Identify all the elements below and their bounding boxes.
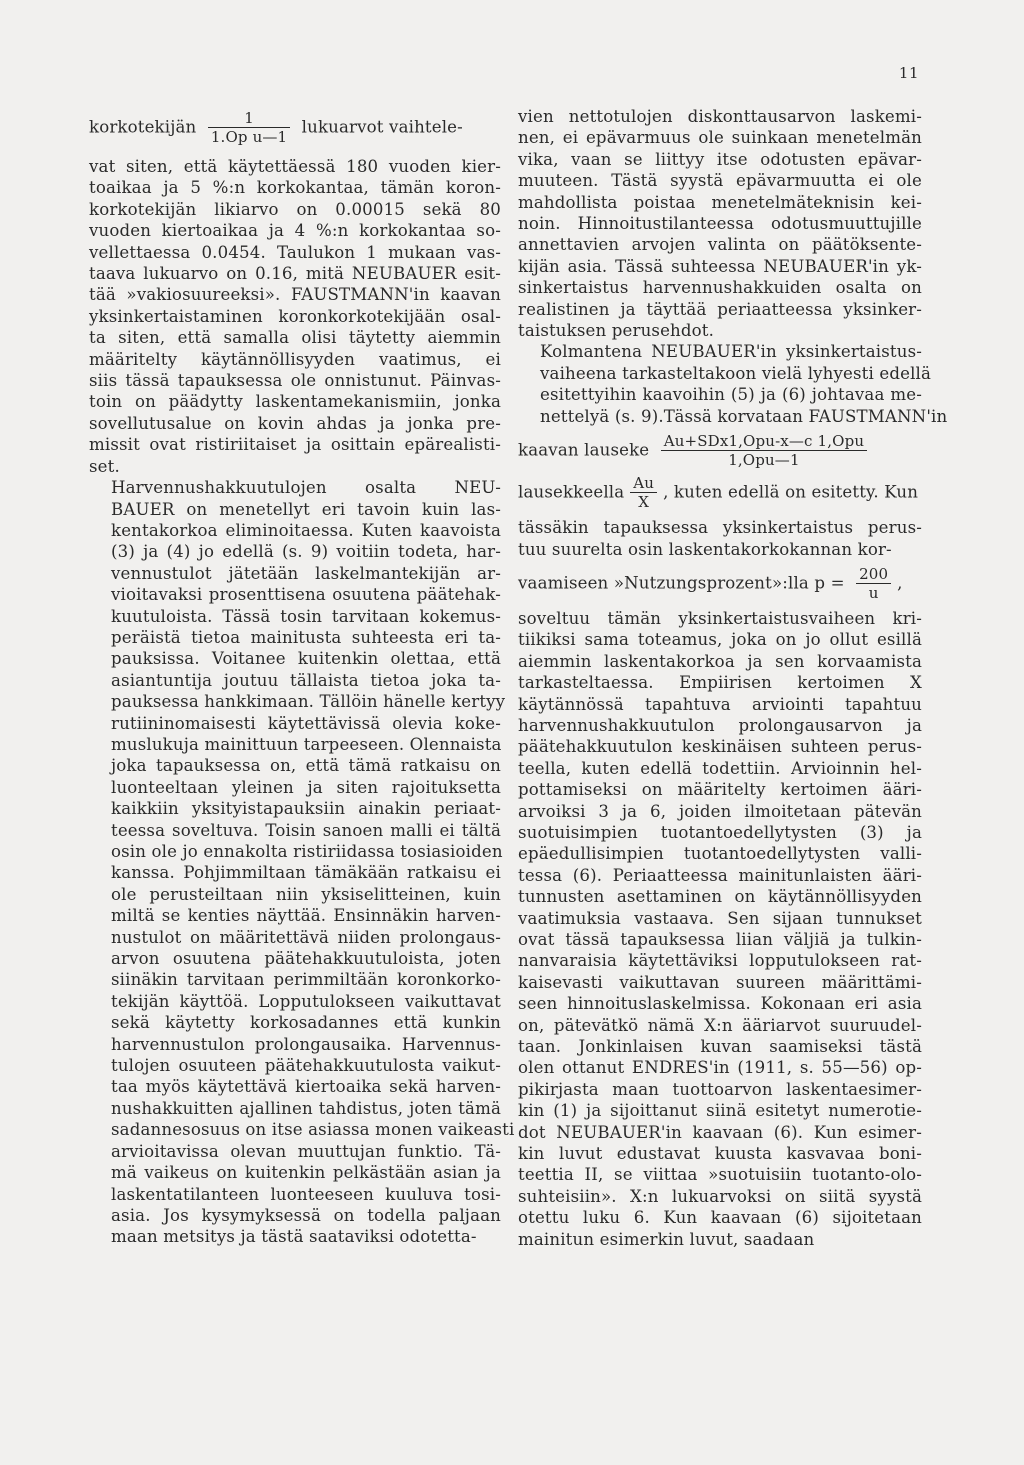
text-line: päätehakkuutulon keskinäisen suhteen perus-: [518, 737, 922, 757]
text-line: sovellutusalue on kovin ahdas ja jonka pre-: [89, 413, 501, 433]
text-line: pauksessa hankkimaan. Tällöin hänelle kertyy: [111, 692, 506, 712]
text-line: nettelyä (s. 9).Tässä korvataan FAUSTMANN'in: [540, 406, 948, 426]
text-line: tunnusten asettaminen on käytännöllisyyden: [518, 887, 922, 907]
text-line: maan metsitys ja tästä saataviksi odotetta-: [111, 1227, 477, 1247]
text-line: korkotekijän likiarvo on 0.00015 sekä 80: [89, 199, 501, 219]
text-line: aiemmin laskentakorkoa ja sen korvaamista: [518, 651, 922, 671]
text-line: yksinkertaistaminen koronkorkotekijään osal-: [89, 306, 501, 326]
text-line: siinäkin tarvitaan perimmiltään koronkorko-: [111, 970, 501, 990]
right-paragraph-4: [518, 608, 922, 1250]
text-line: taistuksen perusehdot.: [518, 321, 715, 341]
text-line: sinkertaistus harvennushakkuiden osalta on: [518, 278, 922, 298]
text-line: kin (1) ja sijoittanut siinä esitetyt numerotie-: [518, 1101, 922, 1121]
formula-au-x-line: [518, 475, 922, 511]
text-line: otettu luku 6. Kun kaavaan (6) sijoitetaan: [518, 1208, 922, 1228]
text-line: miltä se kenties näyttää. Ensinnäkin harven-: [111, 906, 501, 926]
text-line: noin. Hinnoitustilanteessa odotusmuuttujille: [518, 214, 922, 234]
text-line: suhteisiin». X:n lukuarvoksi on siitä syystä: [518, 1186, 922, 1206]
text-line: tarkasteltaessa. Empiirisen kertoimen X: [518, 673, 922, 693]
text-line: taan. Jonkinlaisen kuvan saamiseksi tästä: [518, 1037, 922, 1057]
fraction-denominator: 1.Op u—1: [208, 127, 290, 146]
text-line: nen, ei epävarmuus ole suinkaan menetelmän: [518, 128, 922, 148]
text-line: esitettyihin kaavoihin (5) ja (6) johtavaa me-: [540, 385, 922, 405]
text-line: siis tässä tapauksessa ole onnistunut. Päinvas-: [89, 371, 501, 391]
text-line: osin ole jo ennakolta ristiriidassa tosiasioiden: [111, 842, 503, 861]
text-line: pottamiseksi on määritelty kertoimen ääri-: [518, 780, 922, 800]
text-line: taa myös käytettävä kiertoaika sekä harven-: [111, 1077, 501, 1097]
text-line: määritelty käytännöllisyyden vaatimus, ei: [89, 349, 501, 369]
text-line: pauksissa. Voitanee kuitenkin olettaa, että: [111, 649, 501, 669]
text-line: ovat tässä tapauksessa liian väljiä ja tulkin-: [518, 930, 922, 949]
fraction-numerator: 200: [859, 564, 889, 583]
formula-intro-kaavan: kaavan lauseke: [518, 440, 650, 460]
text-line: Harvennushakkuutulojen osalta NEU-: [111, 478, 501, 498]
text-line: sadannesosuus on itse asiassa monen vaikeasti: [111, 1120, 515, 1140]
text-line: asiantuntija joutuu tällaista tietoa joka ta-: [111, 670, 501, 690]
text-line: rutiininomaisesti käytettävissä olevia koke-: [111, 713, 501, 733]
fraction-denominator: u: [856, 583, 891, 602]
text-line: on, pätevätkö nämä X:n ääriarvot suuruudel-: [518, 1015, 922, 1035]
left-paragraph-2: [89, 477, 515, 1248]
text-line: nushakkuitten ajallinen tahdistus, joten tämä: [111, 1098, 501, 1118]
left-column: [89, 106, 515, 1248]
text-line: dot NEUBAUER'in kaavaan (6). Kun esimer-: [518, 1122, 922, 1142]
fraction-denominator: X: [630, 492, 657, 511]
fraction-numerator: Au+SDx1,Opu-x—c 1,Opu: [663, 432, 865, 451]
fraction-numerator: Au: [633, 474, 655, 493]
text-line: kaisevasti vaikuttavan suureen määrittämi-: [518, 972, 922, 992]
text-line: harvennustulon prolongausaika. Harvennus-: [111, 1034, 501, 1054]
formula-after-text: , kuten edellä on esitetty. Kun: [663, 482, 919, 502]
text-line: vat siten, että käytettäessä 180 vuoden kier-: [89, 157, 501, 176]
text-line: vien nettotulojen diskonttausarvon laskemi-: [518, 107, 922, 126]
right-paragraph-3: [518, 517, 922, 560]
text-line: set.: [89, 456, 120, 476]
formula-intro: korkotekijän: [89, 117, 197, 137]
text-line: tekijän käyttöä. Lopputulokseen vaikuttavat: [111, 991, 501, 1011]
text-line: (3) ja (4) jo edellä (s. 9) voitiin todeta, har-: [111, 542, 501, 562]
page-number: 11: [898, 64, 919, 82]
text-line: Kolmantena NEUBAUER'in yksinkertaistus-: [540, 342, 922, 362]
text-line: muuteen. Tästä syystä epävarmuutta ei ole: [518, 171, 922, 191]
text-line: tiikiksi sama toteamus, joka on jo ollut esillä: [518, 630, 922, 650]
text-line: vellettaessa 0.0454. Taulukon 1 mukaan vas-: [89, 242, 501, 262]
text-line: mä vaikeus on kuitenkin pelkästään asian ja: [111, 1163, 501, 1183]
text-line: missit ovat ristiriitaiset ja osittain epärealisti-: [89, 435, 501, 455]
text-line: realistinen ja täyttää periaatteessa yksinker-: [518, 299, 922, 319]
text-line: arvoiksi 3 ja 6, joiden ilmoitetaan pätevän: [518, 801, 922, 821]
text-line: vuoden kiertoaikaa ja 4 %:n korkokantaa so-: [89, 221, 501, 241]
text-line: kijän asia. Tässä suhteessa NEUBAUER'in yk-: [518, 256, 922, 276]
text-line: harvennushakkuutulon prolongausarvon ja: [518, 715, 922, 735]
text-line: tulojen osuuteen päätehakkuutulosta vaikut-: [111, 1056, 501, 1076]
right-column: [518, 106, 948, 1250]
text-line: mahdollista poistaa menetelmäteknisin kei-: [518, 192, 922, 212]
text-line: suotuisimpien tuotantoedellytysten (3) ja: [518, 822, 922, 842]
text-line: BAUER on menetellyt eri tavoin kuin las-: [111, 499, 501, 519]
text-line: kaikkiin yksityistapauksiin ainakin periaat-: [111, 799, 501, 819]
text-line: mainitun esimerkin luvut, saadaan: [518, 1229, 815, 1249]
text-line: toin on päädytty laskentamekanismiin, jonka: [89, 392, 501, 412]
text-line: annettavien arvojen valinta on päätöksente-: [518, 235, 922, 255]
formula-intro-lausekkeella: lausekkeella: [518, 482, 625, 502]
text-line: arvioitavissa olevan muuttujan funktio. Tä-: [111, 1141, 501, 1161]
text-line: vaatimuksia vastaava. Sen sijaan tunnukset: [518, 908, 922, 928]
text-line: kentakorkoa eliminoitaessa. Kuten kaavoista: [111, 520, 501, 540]
text-line: muslukuja mainittuun tarpeeseen. Olennaista: [111, 734, 502, 754]
text-line: ta siten, että samalla olisi täytetty aiemmin: [89, 328, 501, 348]
text-line: laskentatilanteen luonteeseen kuuluva tosi-: [111, 1184, 501, 1204]
text-line: vennustulot jätetään laskelmantekijän ar-: [111, 563, 501, 583]
text-line: asia. Jos kysymyksessä on todella paljaan: [111, 1205, 501, 1225]
text-line: toaikaa ja 5 %:n korkokantaa, tämän koron-: [89, 178, 501, 198]
text-line: nanvaraisia käytettäviksi lopputulokseen rat-: [518, 951, 922, 971]
text-line: käytännössä tapahtuva arviointi tapahtuu: [518, 694, 922, 714]
fraction-denominator: 1,Opu—1: [661, 450, 867, 469]
right-paragraph-2: [518, 341, 948, 427]
text-line: ole perusteiltaan niin yksiselitteinen, kuin: [111, 884, 501, 904]
text-line: kin luvut edustavat kuusta kasvavaa boni-: [518, 1144, 922, 1164]
text-line: tuu suurelta osin laskentakorkokannan kor-: [518, 539, 892, 559]
left-paragraph-1: [89, 156, 501, 477]
text-line: soveltuu tämän yksinkertaistusvaiheen kri-: [518, 608, 922, 628]
formula-after: lukuarvot vaihtele-: [301, 117, 463, 137]
right-paragraph-1: [518, 106, 922, 341]
text-line: pikirjasta maan tuottoarvon laskentaesimer-: [518, 1079, 922, 1099]
formula-intro-vaamiseen: vaamiseen »Nutzungsprozent»:lla p =: [518, 573, 845, 593]
fraction-200-over-u: [856, 566, 891, 602]
text-line: tässäkin tapauksessa yksinkertaistus perus-: [518, 518, 922, 538]
text-line: olen ottanut ENDRES'in (1911, s. 55—56) op-: [518, 1058, 922, 1078]
fraction-numerator: 1: [244, 109, 254, 127]
text-line: taava lukuarvo on 0.16, mitä NEUBAUER esit-: [89, 264, 501, 284]
text-line: vaiheena tarkasteltakoon vielä lyhyesti edellä: [540, 363, 932, 383]
text-line: teessa soveltuva. Toisin sanoen malli ei tältä: [111, 820, 501, 840]
formula-faustmann-line: [518, 433, 922, 469]
formula-comma: ,: [897, 573, 903, 593]
text-line: vioitavaksi prosenttisena osuutena päätehak-: [111, 585, 501, 605]
text-line: tessa (6). Periaatteessa mainitunlaisten ääri-: [518, 865, 922, 885]
formula-p-line: [518, 566, 922, 602]
text-line: teettia II, se viittaa »suotuisiin tuotanto-olo-: [518, 1165, 922, 1185]
text-line: kuutuloista. Tässä tosin tarvitaan kokemus-: [111, 606, 501, 626]
text-line: nustulot on määritettävä niiden prolongaus-: [111, 927, 501, 947]
text-line: joka tapauksessa on, että tämä ratkaisu on: [111, 756, 501, 776]
text-line: seen hinnoituslaskelmissa. Kokonaan eri asia: [518, 994, 922, 1014]
fraction-discount-factor: [208, 110, 290, 146]
formula-line-1: [89, 110, 501, 146]
text-line: sekä käytetty korkosadannes että kunkin: [111, 1013, 501, 1033]
text-line: teella, kuten edellä todettiin. Arvioinnin hel-: [518, 758, 922, 778]
text-line: luonteeltaan yleinen ja siten rajoituksetta: [111, 777, 501, 797]
text-line: tää »vakiosuureeksi». FAUSTMANN'in kaavan: [89, 285, 501, 305]
fraction-au-over-x: [630, 475, 657, 511]
text-line: peräistä tietoa mainitusta suhteesta eri ta-: [111, 627, 501, 647]
text-line: kanssa. Pohjimmiltaan tämäkään ratkaisu ei: [111, 863, 501, 883]
text-line: epäedullisimpien tuotantoedellytysten valli-: [518, 844, 922, 864]
text-line: arvon osuutena päätehakkuutuloista, joten: [111, 949, 501, 969]
fraction-faustmann: [661, 433, 867, 469]
text-line: vika, vaan se liittyy itse odotusten epävar-: [518, 149, 922, 169]
